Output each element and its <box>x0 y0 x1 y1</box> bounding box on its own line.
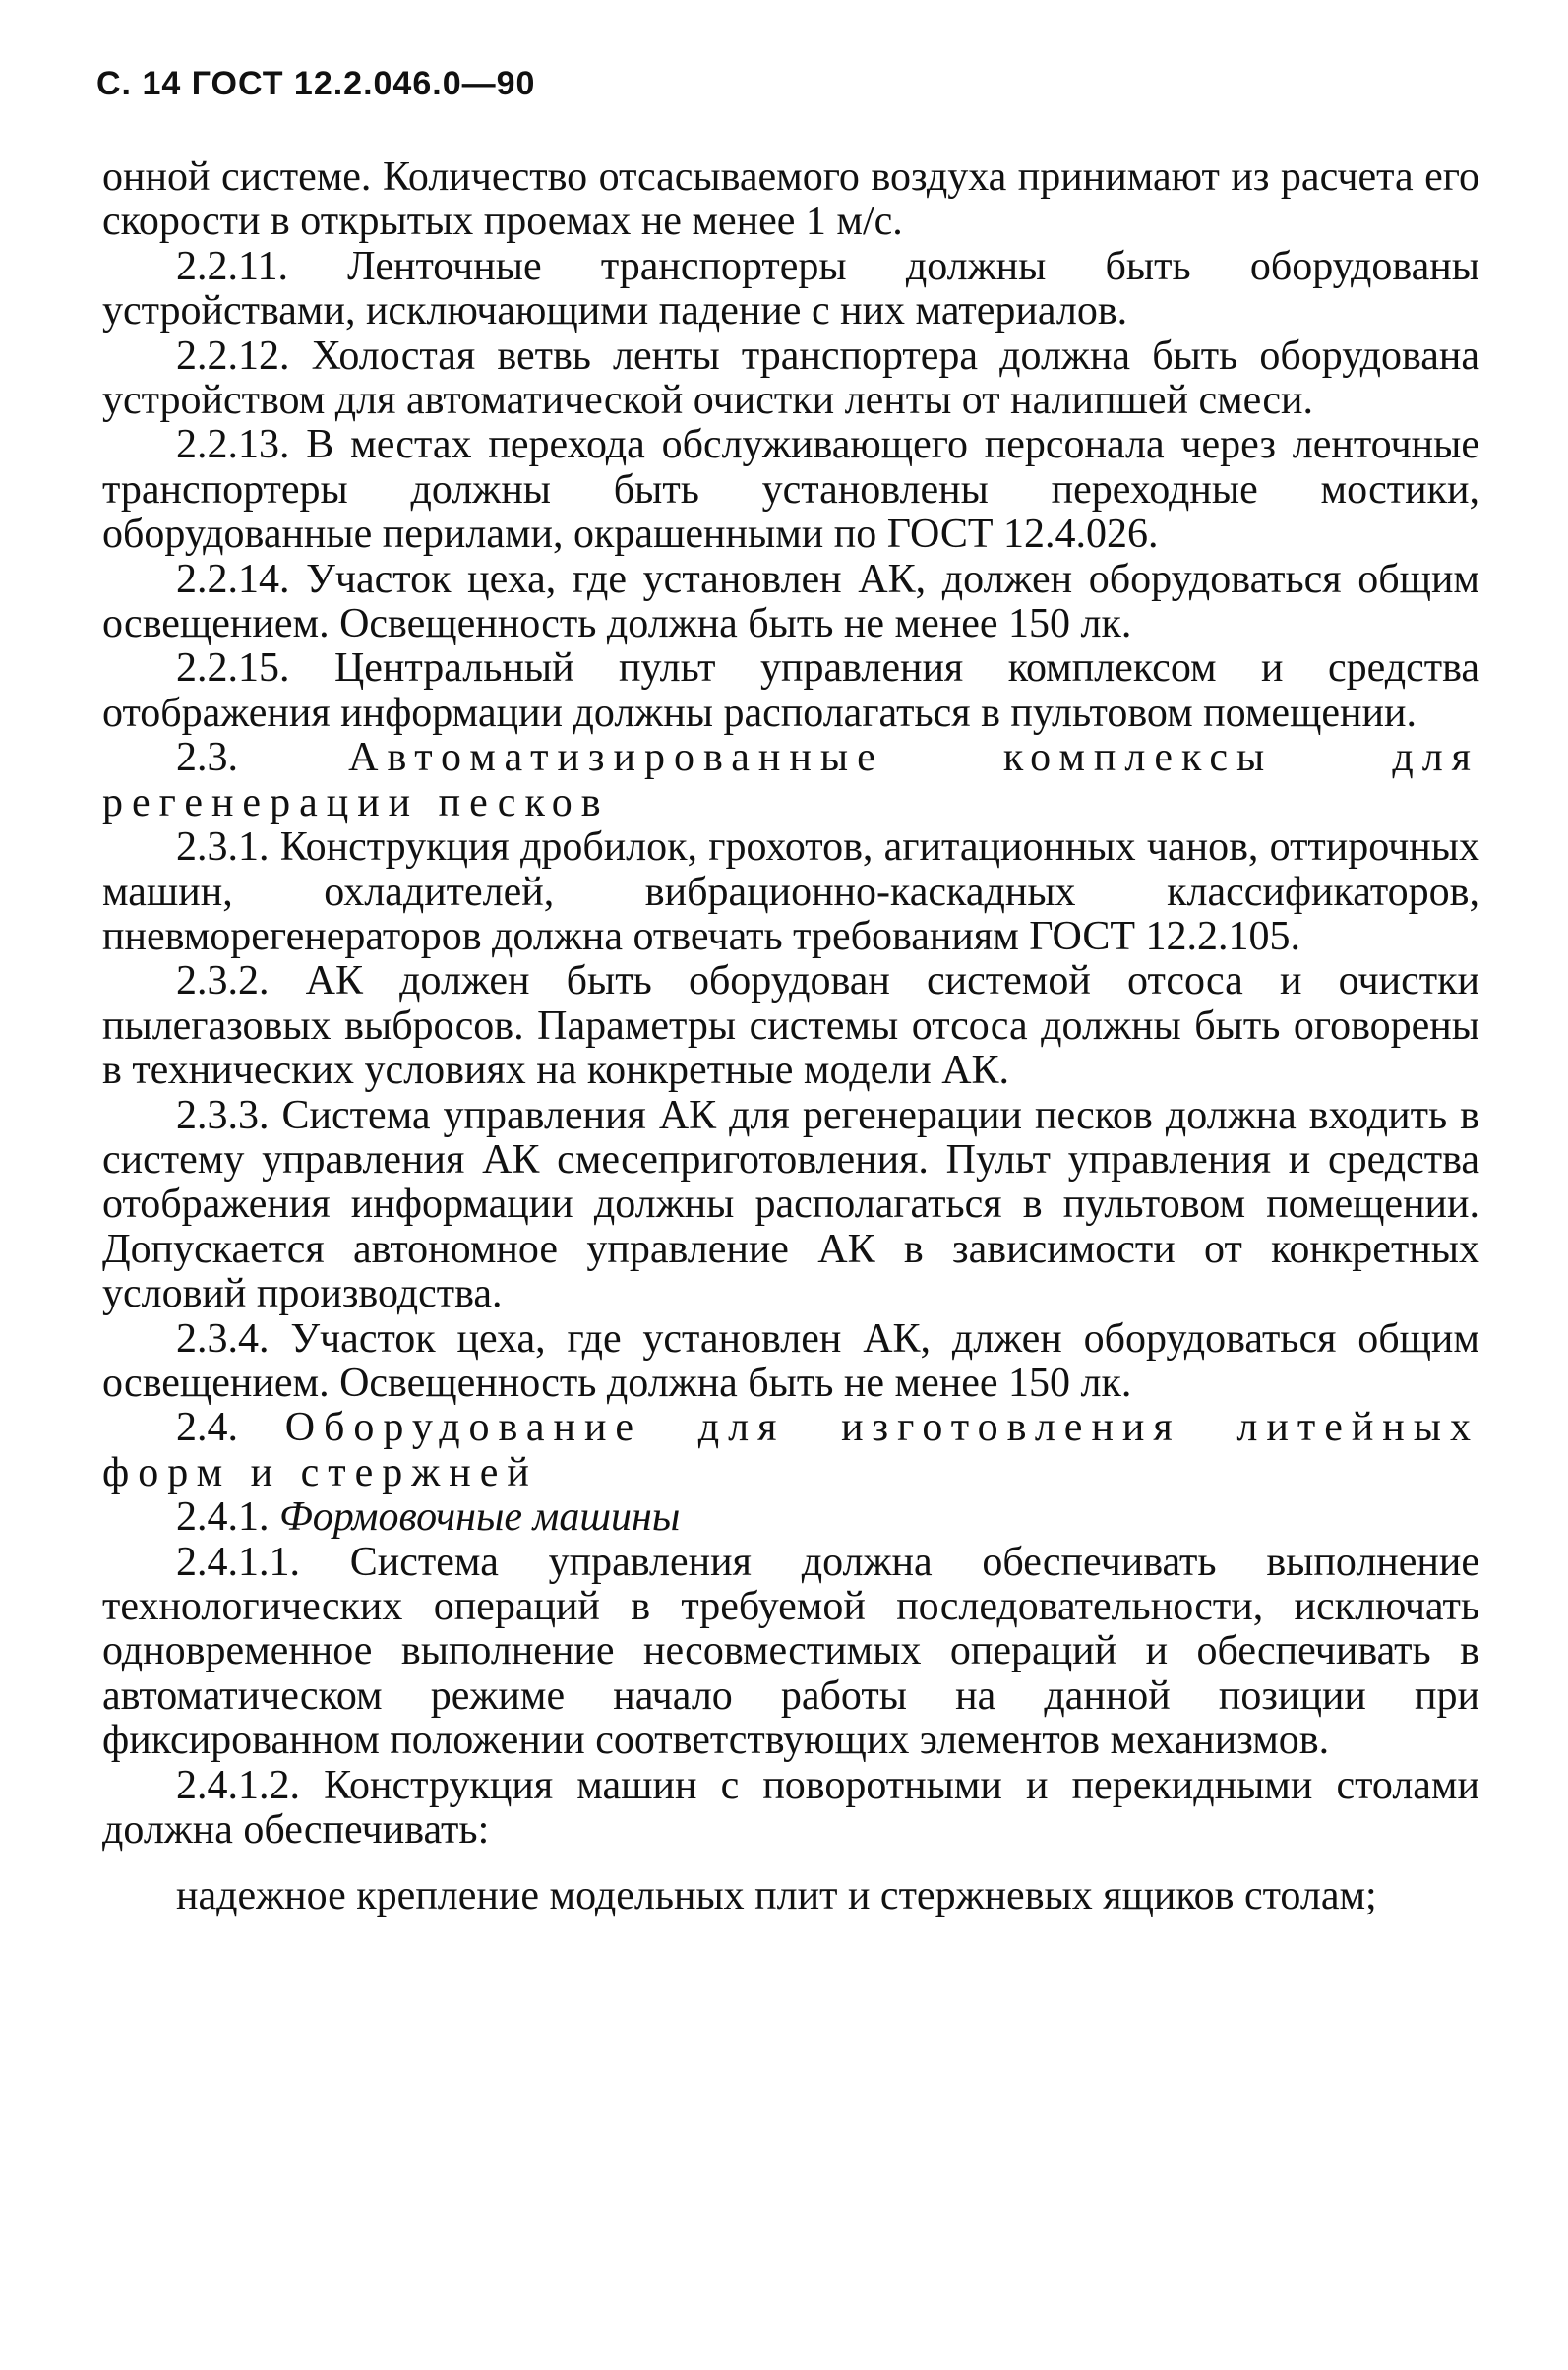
list-item: надежное крепление модельных плит и стержневых ящиков столам; <box>176 1873 1377 1919</box>
paragraph-2-3-3: 2.3.3. Система управления АК для регенерации песков должна входить в систему управления АК смесеприготовления. Пульт управления и средства отображения информации должны располагаться в пультовом помещении. Допускается автономное управление АК в зависимости от конкретных условий производства. <box>102 1092 1479 1317</box>
paragraph-2-4-1-1: 2.4.1.1. Система управления должна обеспечивать выполнение технологических операций в требуемой последовательности, исключать одновременное выполнение несовместимых операций и обеспечивать в автоматическом режиме начало работы на данной позиции при фиксированном положении соответствующих элементов механизмов. <box>102 1539 1479 1764</box>
paragraph-2-3-1: 2.3.1. Конструкция дробилок, грохотов, агитационных чанов, оттирочных машин, охладителей, вибрационно-каскадных классификаторов, пневморегенераторов должна отвечать требованиям ГОСТ 12.2.105. <box>102 824 1479 959</box>
subsection-number: 2.4.1. <box>176 1494 270 1541</box>
section-heading-2-3 <box>102 736 1479 825</box>
section-title: Оборудование для изготовления литейных форм и стержней <box>102 1405 1480 1495</box>
document-body <box>102 155 1479 1919</box>
paragraph-2-3-4: 2.3.4. Участок цеха, где установлен АК, длжен оборудоваться общим освещением. Освещенность должна быть не менее 150 лк. <box>102 1315 1479 1406</box>
paragraph-2-2-12: 2.2.12. Холостая ветвь ленты транспортера должна быть оборудована устройством для автоматической очистки ленты от налипшей смеси. <box>102 333 1479 424</box>
paragraph-2-2-11: 2.2.11. Ленточные транспортеры должны быть оборудованы устройствами, исключающими падение с них материалов. <box>102 243 1479 334</box>
subsection-title: Формовочные машины <box>279 1494 681 1541</box>
paragraph-2-2-14: 2.2.14. Участок цеха, где установлен АК, должен оборудоваться общим освещением. Освещенность должна быть не менее 150 лк. <box>102 556 1479 647</box>
paragraph-2-2-13: 2.2.13. В местах перехода обслуживающего персонала через ленточные транспортеры должны быть установлены переходные мостики, оборудованные перилами, окрашенными по ГОСТ 12.4.026. <box>102 422 1479 558</box>
paragraph-2-2-15: 2.2.15. Центральный пульт управления комплексом и средства отображения информации должны располагаться в пультовом помещении. <box>102 645 1479 736</box>
paragraph-2-3-2: 2.3.2. АК должен быть оборудован системой отсоса и очистки пылегазовых выбросов. Параметры системы отсоса должны быть оговорены в технических условиях на конкретные модели АК. <box>102 958 1479 1094</box>
section-title: Автоматизированные комплексы для регенерации песков <box>102 735 1479 825</box>
section-number: 2.4. <box>176 1405 238 1451</box>
page-header: С. 14 ГОСТ 12.2.046.0—90 <box>96 65 536 102</box>
subsection-heading-2-4-1 <box>102 1495 1479 1540</box>
paragraph-2-4-1-2: 2.4.1.2. Конструкция машин с поворотными и перекидными столами должна обеспечивать: <box>102 1762 1479 1853</box>
paragraph-continued: онной системе. Количество отсасываемого воздуха принимают из расчета его скорости в открытых проемах не менее 1 м/с. <box>102 154 1479 245</box>
section-number: 2.3. <box>176 735 238 781</box>
section-heading-2-4 <box>102 1406 1479 1495</box>
